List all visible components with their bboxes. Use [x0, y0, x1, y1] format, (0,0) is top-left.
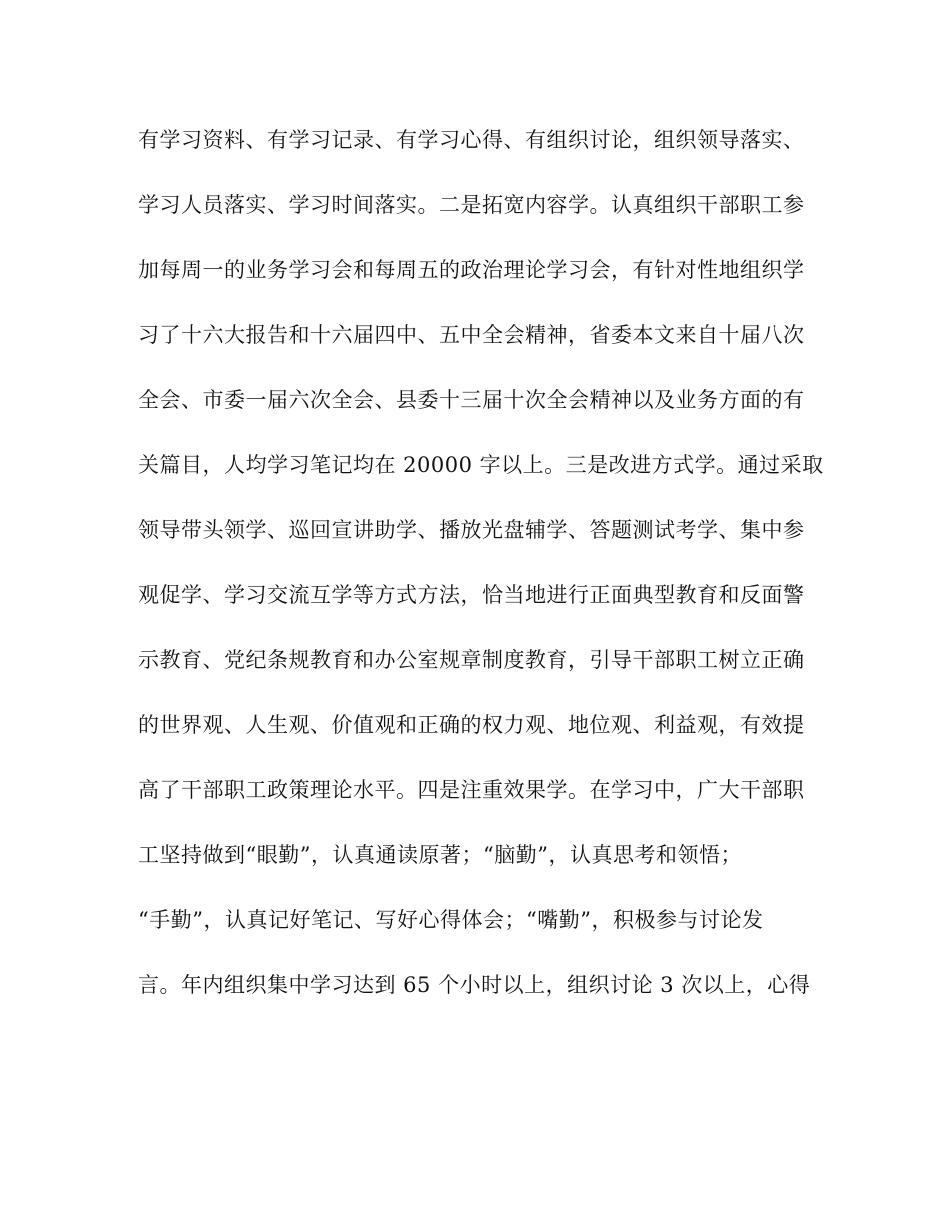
text-line: 示教育、党纪条规教育和办公室规章制度教育，引导干部职工树立正确	[138, 648, 805, 672]
text-line: 的世界观、人生观、价值观和正确的权力观、地位观、利益观，有效提	[138, 713, 805, 737]
text-line: “手勤”，认真记好笔记、写好心得体会；“嘴勤”，积极参与讨论发	[138, 908, 764, 932]
text-line: 加每周一的业务学习会和每周五的政治理论学习会，有针对性地组织学	[138, 258, 805, 282]
text-line: 观促学、学习交流互学等方式方法，恰当地进行正面典型教育和反面警	[138, 583, 805, 607]
text-line: 有学习资料、有学习记录、有学习心得、有组织讨论，组织领导落实、	[138, 128, 805, 152]
text-line: 工坚持做到“眼勤”，认真通读原著；“脑勤”，认真思考和领悟；	[138, 843, 742, 867]
text-line: 关篇目，人均学习笔记均在 20000 字以上。三是改进方式学。通过采取	[138, 453, 824, 477]
body-paragraph	[138, 124, 824, 1034]
text-line: 领导带头领学、巡回宣讲助学、播放光盘辅学、答题测试考学、集中参	[138, 518, 805, 542]
text-line: 高了干部职工政策理论水平。四是注重效果学。在学习中，广大干部职	[138, 778, 805, 802]
text-line: 全会、市委一届六次全会、县委十三届十次全会精神以及业务方面的有	[138, 388, 805, 412]
text-line: 言。年内组织集中学习达到 65 个小时以上，组织讨论 3 次以上，心得	[138, 973, 811, 997]
text-line: 习了十六大报告和十六届四中、五中全会精神，省委本文来自十届八次	[138, 323, 805, 347]
text-line: 学习人员落实、学习时间落实。二是拓宽内容学。认真组织干部职工参	[138, 193, 805, 217]
